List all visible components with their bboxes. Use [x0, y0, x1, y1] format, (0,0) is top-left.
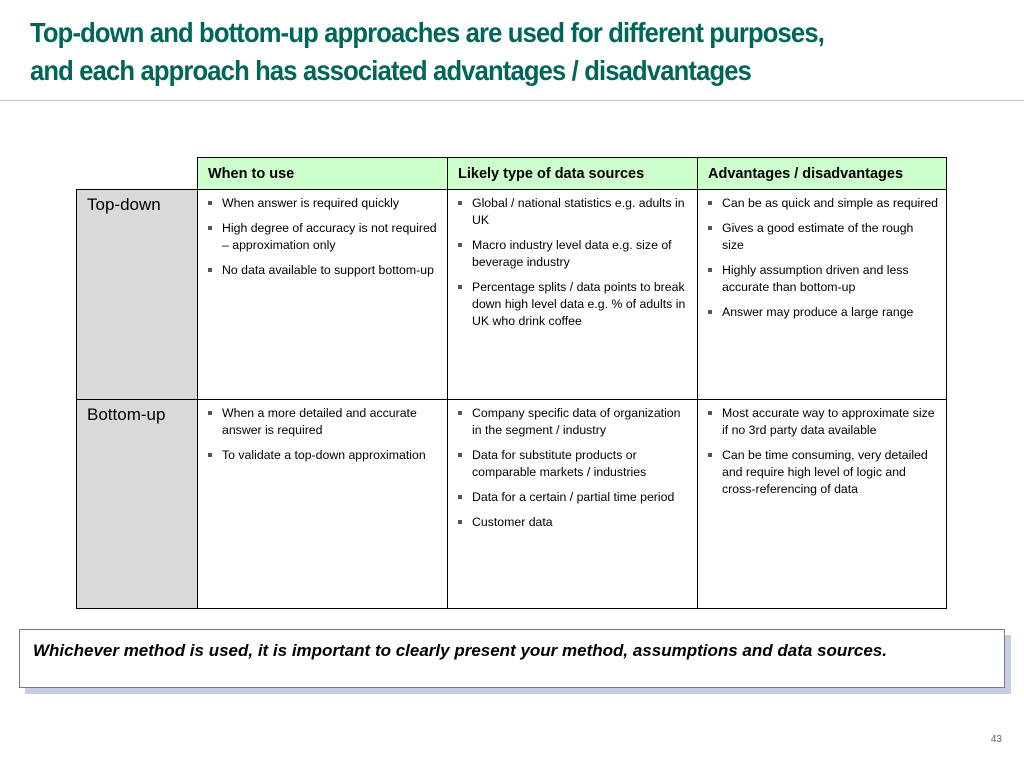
list-item: When answer is required quickly — [207, 195, 439, 212]
comparison-table — [76, 157, 947, 609]
top-down-when-to-use-cell — [197, 189, 448, 400]
list-item: To validate a top-down approximation — [207, 447, 439, 464]
slide-title-line-1: Top-down and bottom-up approaches are used for different purposes, — [30, 17, 824, 48]
bottom-up-advantages-cell — [697, 399, 947, 609]
bottom-up-data-sources-list — [457, 405, 689, 531]
row-header-top-down: Top-down — [76, 189, 198, 400]
page-number: 43 — [990, 734, 1002, 745]
column-header-advantages: Advantages / disadvantages — [697, 157, 947, 190]
top-down-data-sources-list — [457, 195, 689, 330]
list-item: When a more detailed and accurate answer is required — [207, 405, 439, 439]
slide-title — [30, 14, 941, 90]
list-item: Macro industry level data e.g. size of beverage industry — [457, 237, 689, 271]
bottom-up-advantages-list — [707, 405, 938, 498]
bottom-up-data-sources-cell — [447, 399, 698, 609]
bottom-up-when-to-use-cell — [197, 399, 448, 609]
column-header-when-to-use: When to use — [197, 157, 448, 190]
list-item: Most accurate way to approximate size if no 3rd party data available — [707, 405, 938, 439]
list-item: Data for substitute products or comparable markets / industries — [457, 447, 689, 481]
column-header-data-sources: Likely type of data sources — [447, 157, 698, 190]
list-item: Can be time consuming, very detailed and require high level of logic and cross-referencing of data — [707, 447, 938, 498]
slide-title-line-2: and each approach has associated advantages / disadvantages — [30, 55, 752, 86]
list-item: Answer may produce a large range — [707, 304, 938, 321]
row-header-bottom-up: Bottom-up — [76, 399, 198, 609]
top-down-when-to-use-list — [207, 195, 439, 279]
bottom-up-when-to-use-list — [207, 405, 439, 464]
top-down-advantages-cell — [697, 189, 947, 400]
list-item: No data available to support bottom-up — [207, 262, 439, 279]
list-item: Global / national statistics e.g. adults in UK — [457, 195, 689, 229]
callout-box — [19, 629, 1005, 688]
title-divider — [0, 100, 1024, 101]
top-down-data-sources-cell — [447, 189, 698, 400]
list-item: Gives a good estimate of the rough size — [707, 220, 938, 254]
list-item: Data for a certain / partial time period — [457, 489, 689, 506]
list-item: Customer data — [457, 514, 689, 531]
list-item: Can be as quick and simple as required — [707, 195, 938, 212]
top-down-advantages-list — [707, 195, 938, 321]
list-item: Highly assumption driven and less accurate than bottom-up — [707, 262, 938, 296]
list-item: High degree of accuracy is not required – approximation only — [207, 220, 439, 254]
list-item: Percentage splits / data points to break down high level data e.g. % of adults in UK who drink coffee — [457, 279, 689, 330]
list-item: Company specific data of organization in the segment / industry — [457, 405, 689, 439]
callout-text: Whichever method is used, it is important to clearly present your method, assumptions and data sources. — [33, 641, 887, 660]
